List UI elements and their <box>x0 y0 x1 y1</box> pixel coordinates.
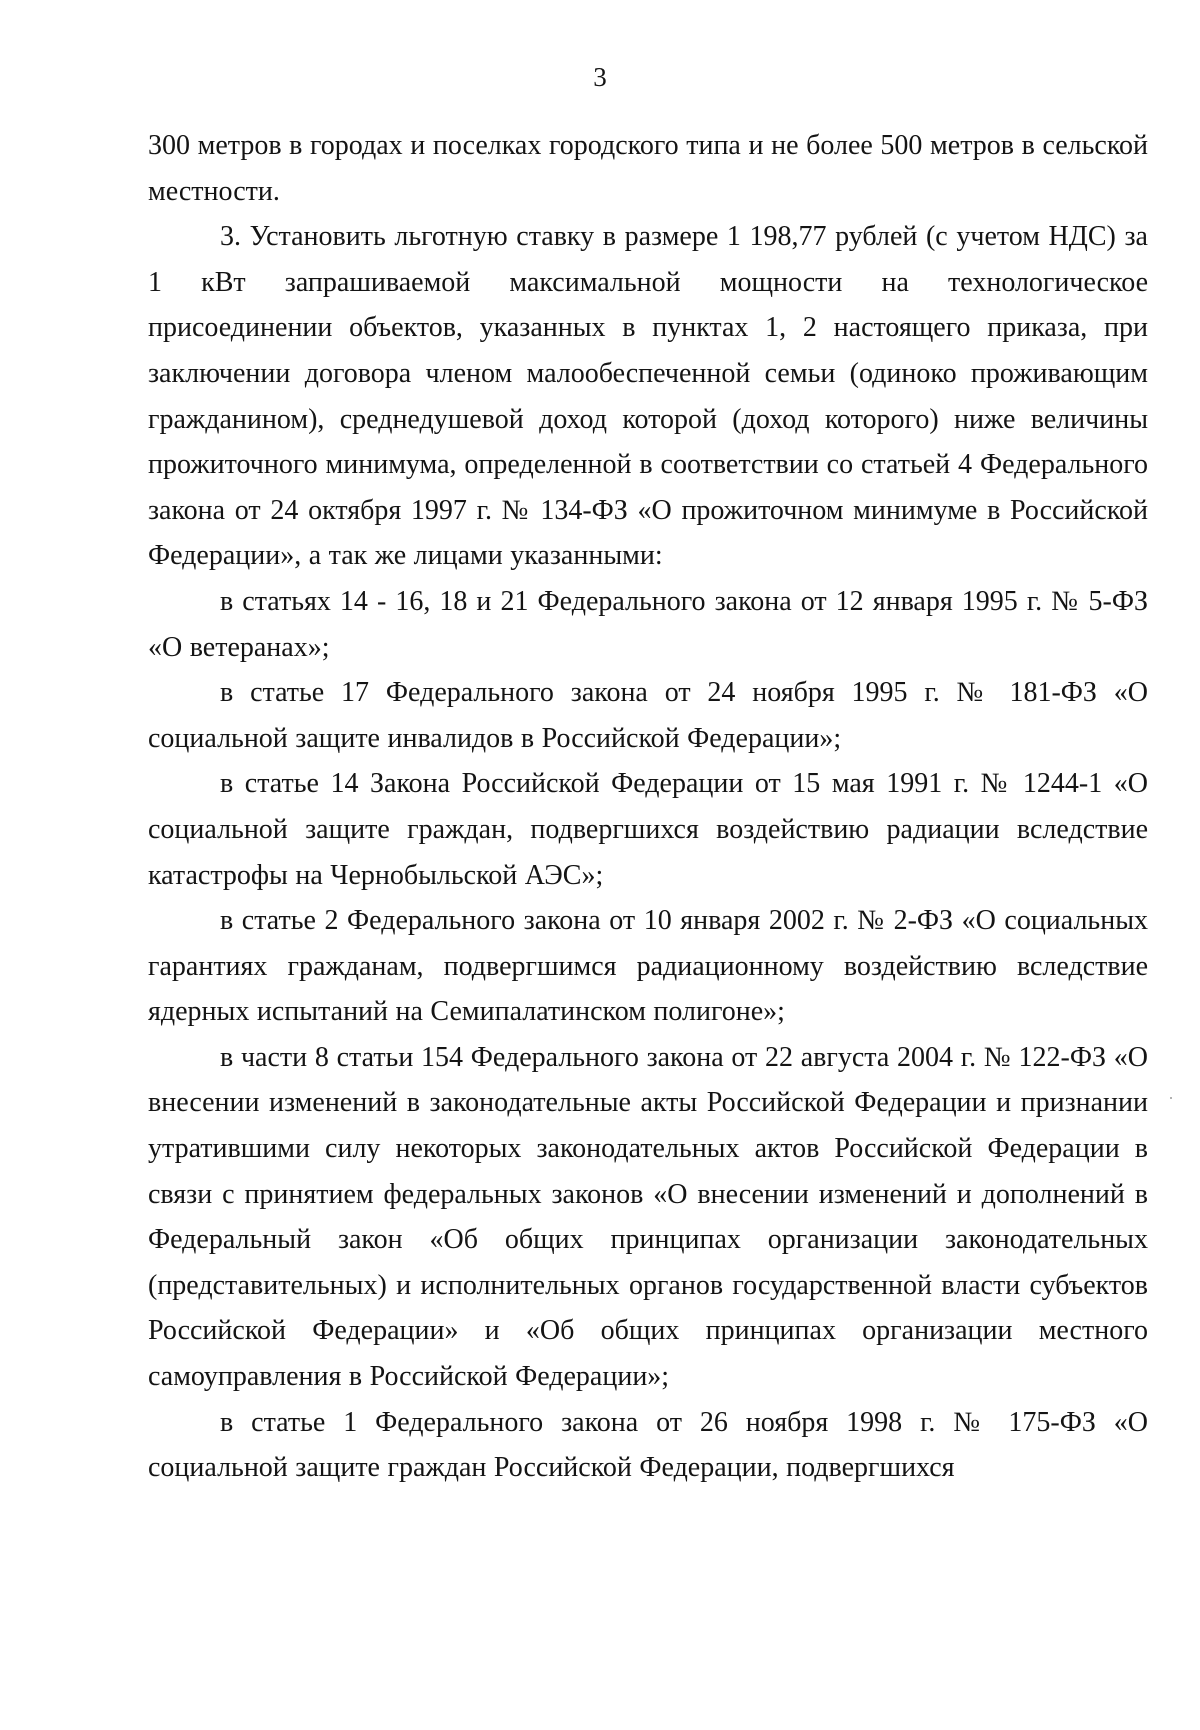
paragraph-continuation: 300 метров в городах и поселках городского типа и не более 500 метров в сельской местности. <box>148 130 1148 207</box>
paragraph-175-fz-law: в статье 1 Федерального закона от 26 ноября 1998 г. № 175-ФЗ «О социальной защите граждан Российской Федерации, подвергшихся <box>148 1406 1148 1484</box>
document-body <box>148 123 1148 1491</box>
scan-speck <box>1170 1097 1172 1099</box>
paragraph-item-3: 3. Установить льготную ставку в размере 1 198,77 рублей (с учетом НДС) за 1 кВт запрашиваемой максимальной мощности на технологическое присоединении объектов, указанных в пунктах 1, 2 настоящего приказа, при заключении договора членом малообеспеченной семьи (одиноко проживающим гражданином), среднедушевой доход которой (доход которого) ниже величины прожиточного минимума, определенной в соответствии со статьей 4 Федерального закона от 24 октября 1997 г. № 134-ФЗ «О прожиточном минимуме в Российской Федерации», а так же лицами указанными: <box>148 221 1148 572</box>
paragraph-veterans-law: в статьях 14 - 16, 18 и 21 Федерального закона от 12 января 1995 г. № 5-ФЗ «О ветеранах»; <box>148 585 1148 663</box>
paragraph-semipalatinsk-law: в статье 2 Федерального закона от 10 января 2002 г. № 2-ФЗ «О социальных гарантиях гражданам, подвергшимся радиационному воздействию вследствие ядерных испытаний на Семипалатинском полигоне»; <box>148 905 1148 1028</box>
paragraph-chernobyl-law: в статье 14 Закона Российской Федерации от 15 мая 1991 г. № 1244-1 «О социальной защите граждан, подвергшихся воздействию радиации вследствие катастрофы на Чернобыльской АЭС»; <box>148 768 1148 891</box>
page-number: 3 <box>593 62 607 92</box>
paragraph-disabled-law: в статье 17 Федерального закона от 24 ноября 1995 г. № 181-ФЗ «О социальной защите инвалидов в Российской Федерации»; <box>148 677 1148 754</box>
paragraph-122-fz-law: в части 8 статьи 154 Федерального закона от 22 августа 2004 г. № 122-ФЗ «О внесении изменений в законодательные акты Российской Федерации и признании утратившими силу некоторых законодательных актов Российской Федерации в связи с принятием федеральных законов «О внесении изменений и дополнений в Федеральный закон «Об общих принципах организации законодательных (представительных) и исполнительных органов государственной власти субъектов Российской Федерации» и «Об общих принципах организации местного самоуправления в Российской Федерации»; <box>148 1041 1148 1393</box>
